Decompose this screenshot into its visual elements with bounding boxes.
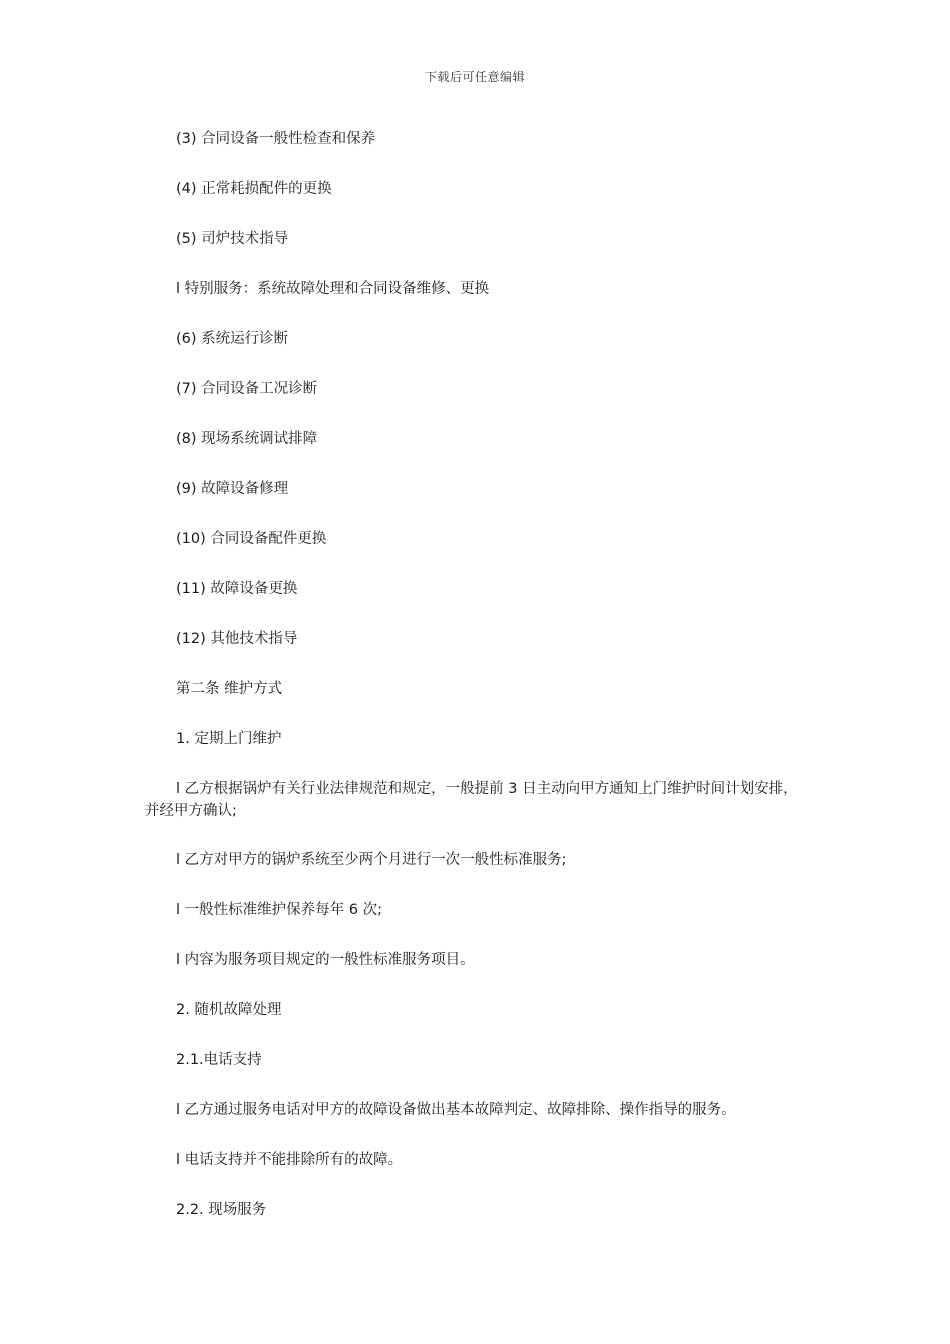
paragraph: (12) 其他技术指导 (176, 631, 298, 647)
paragraph: (9) 故障设备修理 (176, 481, 289, 497)
paragraph: l 一般性标准维护保养每年 6 次; (176, 902, 382, 918)
paragraph: l 乙方通过服务电话对甲方的故障设备做出基本故障判定、故障排除、操作指导的服务。 (176, 1102, 736, 1118)
document-body (145, 128, 810, 1249)
paragraph: (7) 合同设备工况诊断 (176, 381, 318, 397)
paragraph: (11) 故障设备更换 (176, 581, 298, 597)
paragraph: (5) 司炉技术指导 (176, 231, 289, 247)
subsection-heading: 2.1.电话支持 (176, 1052, 262, 1068)
section-heading: 第二条 维护方式 (176, 681, 283, 697)
paragraph: l 特别服务：系统故障处理和合同设备维修、更换 (176, 281, 490, 297)
page-header: 下载后可任意编辑 (424, 70, 525, 84)
subsection-heading: 2.2. 现场服务 (176, 1202, 267, 1218)
subsection-heading: 1. 定期上门维护 (176, 731, 282, 747)
paragraph: (4) 正常耗损配件的更换 (176, 181, 332, 197)
paragraph: (3) 合同设备一般性检查和保养 (176, 131, 376, 147)
paragraph: (10) 合同设备配件更换 (176, 531, 327, 547)
paragraph: (6) 系统运行诊断 (176, 331, 289, 347)
paragraph: l 电话支持并不能排除所有的故障。 (176, 1152, 403, 1168)
paragraph: l 乙方根据锅炉有关行业法律规范和规定，一般提前 3 日主动向甲方通知上门维护时间计划安排，并经甲方确认; (145, 781, 798, 819)
subsection-heading: 2. 随机故障处理 (176, 1002, 282, 1018)
paragraph: l 乙方对甲方的锅炉系统至少两个月进行一次一般性标准服务; (176, 852, 567, 868)
paragraph: l 内容为服务项目规定的一般性标准服务项目。 (176, 952, 475, 968)
paragraph: (8) 现场系统调试排障 (176, 431, 318, 447)
